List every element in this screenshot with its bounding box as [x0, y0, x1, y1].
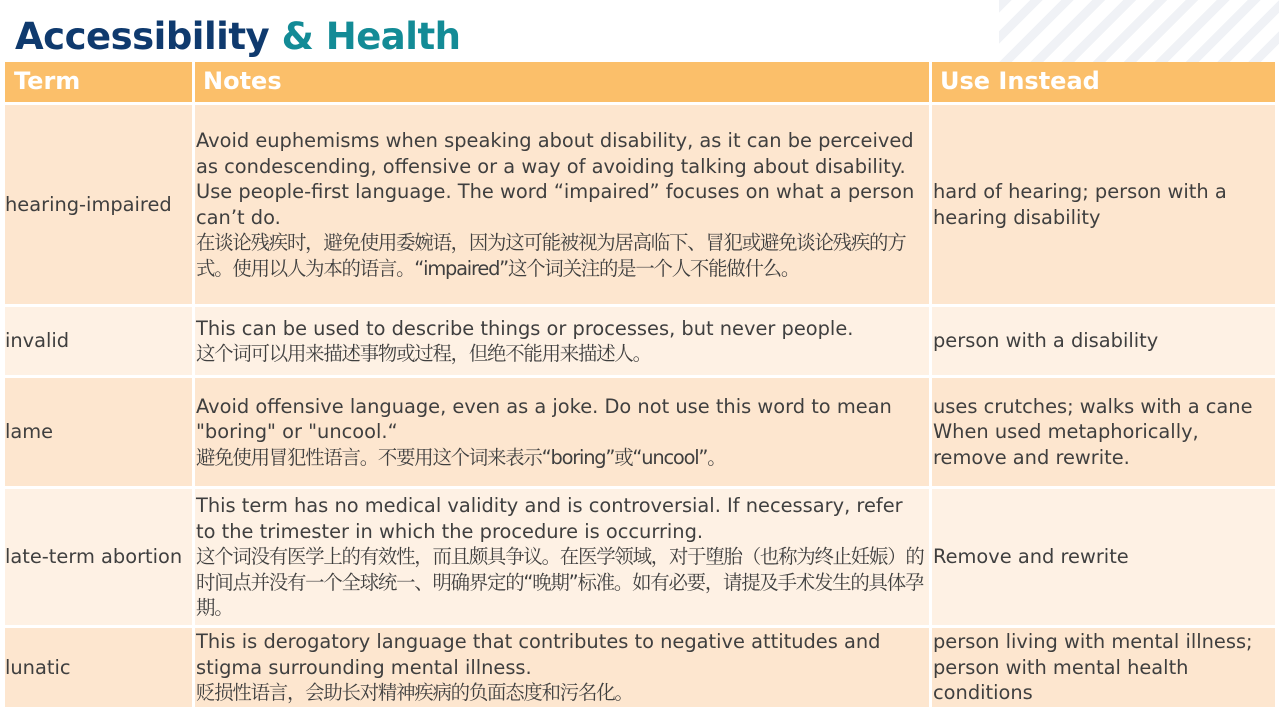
notes-english: Avoid euphemisms when speaking about disability, as it can be perceived as condescending, offensive or a way of avoiding talking about disability. Use people-first language. The word “impaired” focuses on what a person can’t do. — [196, 129, 915, 229]
term-cell: invalid — [5, 307, 195, 375]
table-row — [5, 105, 1275, 307]
use-instead-cell: person with a disability — [933, 329, 1159, 353]
table-row — [5, 628, 1275, 710]
header-term: Term — [5, 62, 195, 102]
notes-english: Avoid offensive language, even as a joke. Do not use this word to mean "boring" or "uncool.“ — [196, 394, 892, 444]
term-cell: hearing-impaired — [5, 105, 195, 304]
notes-english: This can be used to describe things or processes, but never people. — [196, 316, 854, 340]
notes-chinese: 在谈论残疾时，避免使用委婉语，因为这可能被视为居高临下、冒犯或避免谈论残疾的方式。使用以人为本的语言。“impaired”这个词关注的是一个人不能做什么。 — [196, 231, 906, 280]
table-row — [5, 378, 1275, 489]
notes-chinese: 贬损性语言，会助长对精神疾病的负面态度和污名化。 — [196, 681, 633, 704]
notes-chinese: 这个词没有医学上的有效性，而且颇具争议。在医学领域，对于堕胎（也称为终止妊娠）的时间点并没有一个全球统一、明确界定的“晚期”标准。如有必要，请提及手术发生的具体孕期。 — [196, 545, 924, 620]
notes-english: This term has no medical validity and is controversial. If necessary, refer to the trimester in which the procedure is occurring. — [196, 494, 903, 543]
header-use-instead: Use Instead — [940, 67, 1100, 96]
use-instead-cell: Remove and rewrite — [933, 545, 1129, 569]
notes-cell — [195, 378, 932, 486]
title-ampersand: & — [281, 15, 314, 58]
notes-chinese: 避免使用冒犯性语言。不要用这个词来表示“boring”或“uncool”。 — [196, 445, 726, 469]
terms-table — [5, 62, 1275, 710]
title-part2: Health — [325, 15, 461, 58]
use-instead-cell: uses crutches; walks with a cane When used metaphorically, remove and rewrite. — [933, 394, 1253, 469]
term-cell: late-term abortion — [5, 489, 195, 625]
notes-chinese: 这个词可以用来描述事物或过程，但绝不能用来描述人。 — [196, 342, 651, 365]
use-instead-cell: person living with mental illness; person with mental health conditions — [933, 630, 1253, 704]
use-instead-cell: hard of hearing; person with a hearing disability — [933, 180, 1227, 229]
decorative-stripes — [999, 0, 1279, 62]
page-title — [15, 12, 460, 62]
title-part1: Accessibility — [15, 15, 270, 58]
notes-english: This is derogatory language that contributes to negative attitudes and stigma surrounding mental illness. — [196, 630, 881, 679]
notes-cell — [195, 628, 932, 707]
notes-cell — [195, 307, 932, 375]
term-cell: lunatic — [5, 628, 195, 707]
notes-cell — [195, 489, 932, 625]
table-row — [5, 307, 1275, 378]
header-notes: Notes — [195, 62, 932, 102]
term-cell: lame — [5, 378, 195, 486]
notes-cell — [195, 105, 932, 304]
table-header-row — [5, 62, 1275, 105]
table-row — [5, 489, 1275, 628]
